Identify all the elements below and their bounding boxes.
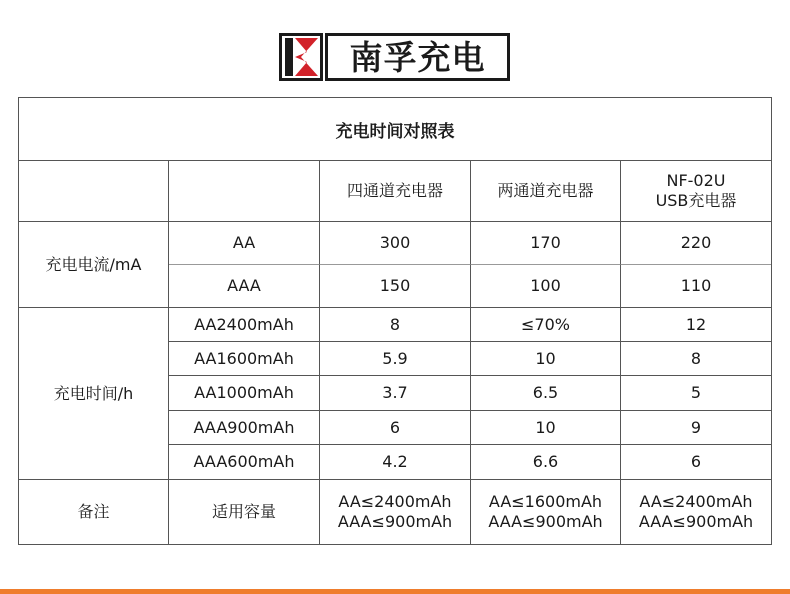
row-type-label: 适用容量 bbox=[211, 502, 276, 521]
header-two-channel bbox=[471, 160, 621, 222]
cell-value: 10 bbox=[535, 417, 556, 437]
group-label-time-text: 充电时间/h bbox=[53, 383, 134, 403]
table-cell bbox=[320, 222, 471, 265]
table-cell bbox=[320, 376, 471, 411]
cell-value: 300 bbox=[379, 233, 411, 252]
brand-logo-text: 南孚充电 bbox=[325, 33, 510, 81]
cell-value-line-1: AA≤2400mAh bbox=[639, 492, 753, 511]
table-cell bbox=[471, 342, 621, 376]
header-empty-2 bbox=[169, 160, 320, 222]
table-cell bbox=[471, 480, 621, 544]
table-cell bbox=[621, 308, 771, 342]
cell-value: 170 bbox=[530, 233, 561, 252]
header-two-channel-label: 两通道充电器 bbox=[497, 180, 594, 200]
table-cell bbox=[471, 222, 621, 265]
group-label-current-text: 充电电流/mA bbox=[45, 254, 142, 274]
brand-logo-mark-icon bbox=[279, 33, 323, 81]
table-cell bbox=[320, 265, 471, 308]
cell-value: ≤70% bbox=[521, 314, 570, 334]
cell-value: 110 bbox=[680, 276, 712, 295]
table-cell bbox=[471, 411, 621, 445]
cell-value: 6 bbox=[389, 417, 401, 437]
cell-value: 6.5 bbox=[532, 383, 559, 402]
cell-value: 5.9 bbox=[382, 348, 408, 368]
cell-value: 6 bbox=[690, 452, 702, 471]
row-type bbox=[169, 376, 320, 411]
cell-value: 5 bbox=[690, 383, 702, 402]
cell-value: 220 bbox=[680, 233, 712, 252]
table-cell bbox=[320, 411, 471, 445]
table-cell bbox=[471, 376, 621, 411]
table-cell bbox=[320, 342, 471, 376]
cell-value: 12 bbox=[685, 314, 707, 334]
cell-value: 6.6 bbox=[532, 452, 559, 471]
brand-logo bbox=[279, 33, 510, 81]
table-cell bbox=[621, 342, 771, 376]
group-label-current bbox=[19, 222, 169, 308]
cell-value-line-1: AA≤2400mAh bbox=[338, 492, 452, 511]
row-type-label: AAA bbox=[227, 276, 261, 295]
table-row-current-aa-type bbox=[169, 222, 320, 265]
table-cell bbox=[320, 445, 471, 480]
cell-value: 8 bbox=[389, 314, 401, 334]
table-cell bbox=[621, 265, 771, 308]
row-type-label: AA1000mAh bbox=[194, 383, 294, 402]
table-title: 充电时间对照表 bbox=[19, 98, 771, 161]
row-type bbox=[169, 342, 320, 376]
header-nf02u bbox=[621, 160, 771, 222]
row-type bbox=[169, 411, 320, 445]
table-cell bbox=[320, 480, 471, 544]
cell-value: 4.2 bbox=[382, 452, 408, 471]
charging-time-table bbox=[18, 97, 772, 545]
row-type-label: AAA900mAh bbox=[193, 417, 295, 437]
bottom-accent-bar bbox=[0, 589, 790, 594]
table-cell bbox=[621, 376, 771, 411]
cell-value: 10 bbox=[535, 348, 556, 368]
table-cell bbox=[471, 308, 621, 342]
cell-value: 8 bbox=[690, 348, 702, 368]
row-type bbox=[169, 480, 320, 544]
table-cell bbox=[471, 265, 621, 308]
table-cell bbox=[471, 445, 621, 480]
table-cell bbox=[621, 480, 771, 544]
cell-value: 3.7 bbox=[382, 383, 408, 402]
table-row-current-aaa-type bbox=[169, 265, 320, 308]
table-cell bbox=[621, 411, 771, 445]
row-type-label: AAA600mAh bbox=[193, 452, 295, 471]
header-four-channel-label: 四通道充电器 bbox=[346, 180, 443, 200]
row-type-label: AA2400mAh bbox=[194, 314, 294, 334]
row-type-label: AA1600mAh bbox=[194, 348, 294, 368]
group-label-notes-text: 备注 bbox=[77, 502, 110, 521]
header-nf02u-type: USB充电器 bbox=[655, 190, 737, 210]
row-type bbox=[169, 308, 320, 342]
table-cell bbox=[621, 445, 771, 480]
cell-value: 150 bbox=[379, 276, 411, 295]
group-label-notes bbox=[19, 480, 169, 544]
header-four-channel bbox=[320, 160, 471, 222]
row-type-label: AA bbox=[232, 233, 256, 252]
header-empty-1 bbox=[19, 160, 169, 222]
row-type bbox=[169, 445, 320, 480]
cell-value: 9 bbox=[690, 417, 702, 437]
header-nf02u-model: NF-02U bbox=[666, 170, 726, 190]
table-cell bbox=[621, 222, 771, 265]
cell-value-line-2: AAA≤900mAh bbox=[488, 512, 603, 531]
cell-value-line-2: AAA≤900mAh bbox=[337, 512, 453, 531]
cell-value: 100 bbox=[530, 276, 561, 295]
cell-value-line-1: AA≤1600mAh bbox=[488, 492, 603, 511]
cell-value-line-2: AAA≤900mAh bbox=[638, 512, 754, 531]
table-cell bbox=[320, 308, 471, 342]
group-label-time bbox=[19, 308, 169, 480]
